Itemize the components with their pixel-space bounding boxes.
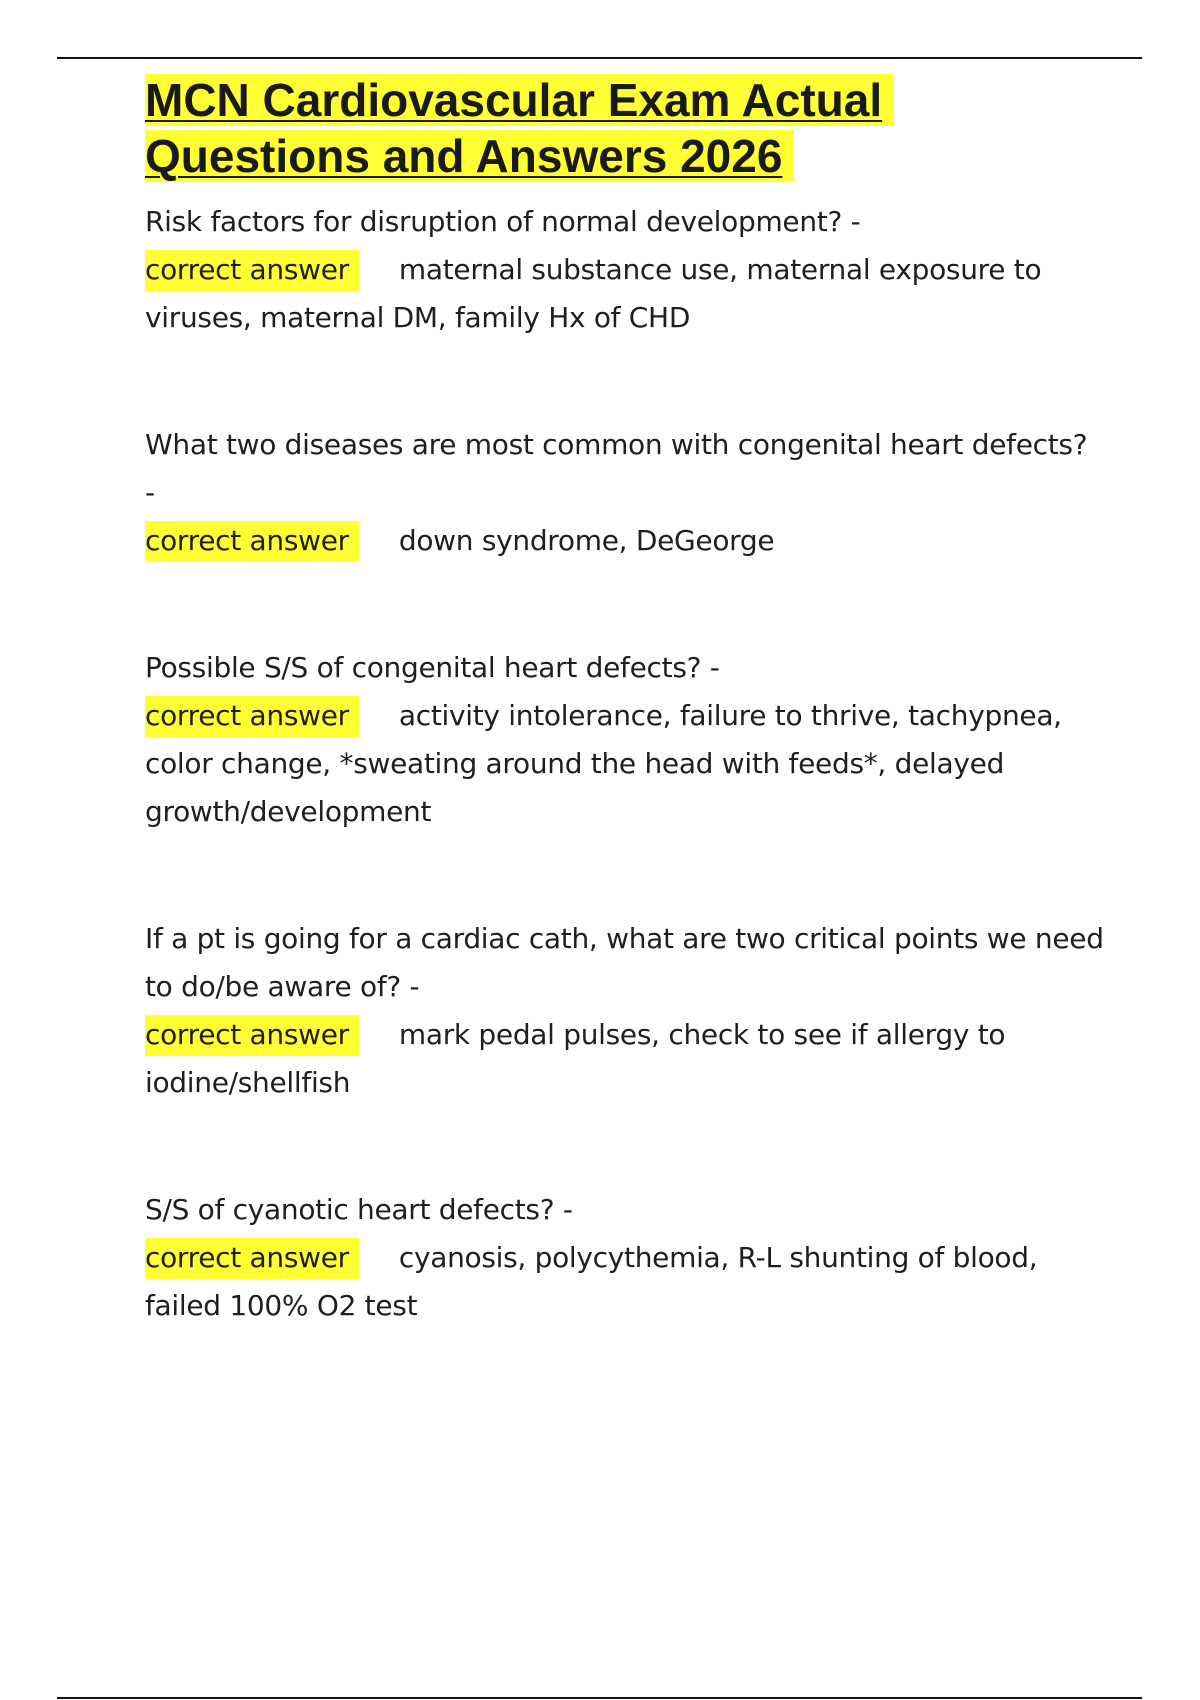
qa-item [145, 421, 1105, 565]
correct-answer-label: correct answer [145, 1238, 359, 1279]
correct-answer-label: correct answer [145, 250, 359, 291]
question-text: Possible S/S of congenital heart defects? - [145, 651, 720, 684]
top-rule [57, 57, 1142, 59]
answer-row [145, 692, 1105, 836]
question-text: If a pt is going for a cardiac cath, what are two critical points we need to do/be aware of? - [145, 922, 1104, 1003]
correct-answer-label: correct answer [145, 696, 359, 737]
document-title [145, 72, 1105, 184]
answer-text: maternal substance use, maternal exposure to viruses, maternal DM, family Hx of CHD [145, 253, 1042, 334]
answer-row [145, 246, 1105, 342]
correct-answer-label: correct answer [145, 521, 359, 562]
qa-item [145, 198, 1105, 342]
qa-item [145, 1186, 1105, 1330]
answer-text: activity intolerance, failure to thrive, tachypnea, color change, *sweating around the head with feeds*, delayed growth/development [145, 699, 1062, 828]
document-title-text: MCN Cardiovascular Exam Actual Questions and Answers 2026 [145, 74, 894, 182]
answer-row [145, 1234, 1105, 1330]
answer-text: down syndrome, DeGeorge [398, 524, 775, 557]
bottom-rule [57, 1697, 1142, 1699]
answer-text: cyanosis, polycythemia, R-L shunting of blood, failed 100% O2 test [145, 1241, 1038, 1322]
answer-row [145, 517, 1105, 565]
answer-text: mark pedal pulses, check to see if allergy to iodine/shellfish [145, 1018, 1006, 1099]
question-text: What two diseases are most common with congenital heart defects? - [145, 428, 1088, 509]
question-text: S/S of cyanotic heart defects? - [145, 1193, 573, 1226]
document-body [145, 72, 1105, 1330]
qa-item [145, 644, 1105, 836]
correct-answer-label: correct answer [145, 1015, 359, 1056]
question-text: Risk factors for disruption of normal development? - [145, 205, 861, 238]
answer-row [145, 1011, 1105, 1107]
qa-item [145, 915, 1105, 1107]
